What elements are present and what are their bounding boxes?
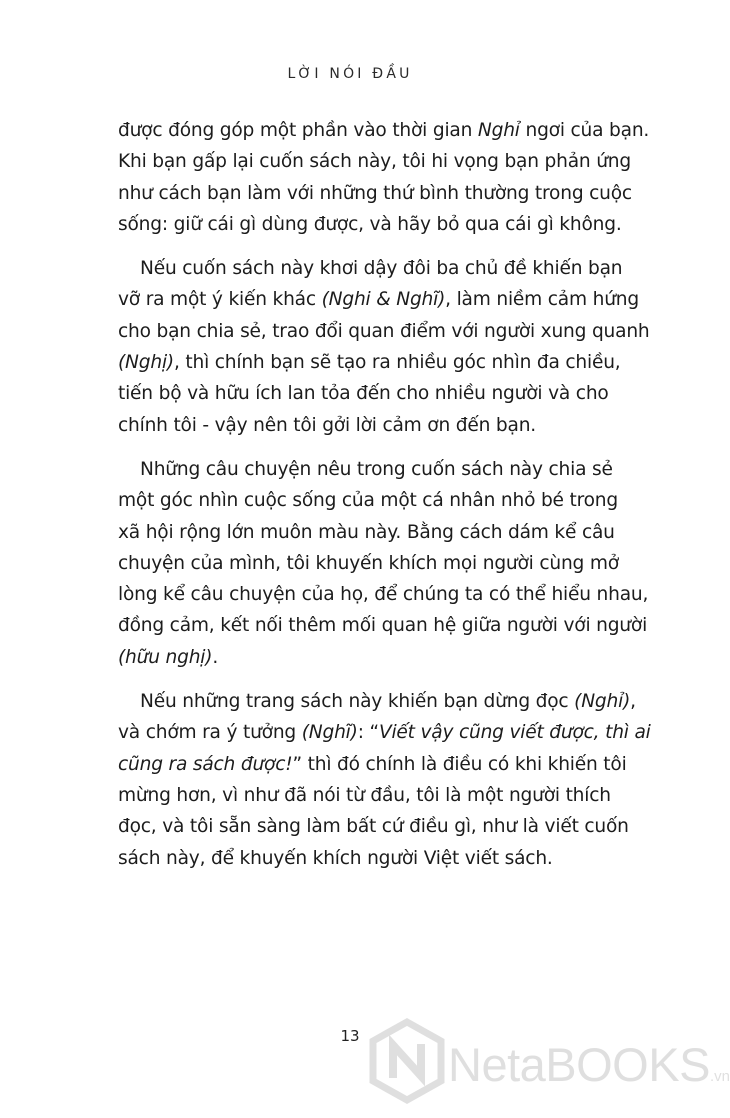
text-run: mừng hơn, vì như đã nói từ đầu, tôi là một người thích <box>118 784 611 806</box>
text-run: đọc, và tôi sẵn sàng làm bất cứ điều gì, như là viết cuốn <box>118 816 629 838</box>
italic-text: (Nghị) <box>118 352 174 374</box>
text-run: ” thì đó chính là điều có khi khiến tôi <box>292 753 627 775</box>
text-line <box>118 811 629 842</box>
text-line <box>118 178 632 209</box>
text-run: ngơi của bạn. <box>519 120 650 141</box>
text-run: Nếu những trang sách này khiến bạn dừng đọc <box>140 691 575 713</box>
text-line <box>118 485 618 516</box>
text-line <box>118 610 648 641</box>
running-header: LỜI NÓI ĐẦU <box>287 66 413 82</box>
text-line <box>118 253 623 284</box>
text-run: Những câu chuyện nêu trong cuốn sách này chia sẻ <box>140 458 613 480</box>
text-run: và chớm ra ý tưởng <box>118 722 302 744</box>
text-run: : “ <box>357 722 379 744</box>
text-run: Khi bạn gấp lại cuốn sách này, tôi hi vọng bạn phản ứng <box>118 151 631 173</box>
paragraph <box>118 686 651 874</box>
text-run: đồng cảm, kết nối thêm mối quan hệ giữa người với người <box>118 615 648 637</box>
italic-text: Nghỉ <box>477 120 520 141</box>
text-line <box>118 517 615 548</box>
text-run: . <box>212 646 219 668</box>
text-line <box>118 209 622 240</box>
text-line <box>118 548 619 579</box>
text-run: vỡ ra một ý kiến khác <box>118 289 322 311</box>
text-line <box>118 284 639 315</box>
text-run: chuyện của mình, tôi khuyến khích mọi người cùng mở <box>118 552 619 574</box>
text-line <box>118 347 621 378</box>
text-run: , <box>630 691 636 713</box>
text-line <box>118 378 609 409</box>
italic-text: (hữu nghị) <box>118 646 213 668</box>
italic-text: (Nghi & Nghĩ) <box>321 289 446 311</box>
watermark-text: NetaBOOKS.vn <box>448 1038 730 1091</box>
text-line <box>118 717 651 748</box>
text-run: Nếu cuốn sách này khơi dậy đôi ba chủ đề khiến bạn <box>140 258 623 280</box>
paragraph <box>118 253 650 441</box>
text-line <box>118 454 613 485</box>
text-run: , làm niềm cảm hứng <box>445 289 639 311</box>
italic-text: Viết vậy cũng viết được, thì ai <box>378 722 651 744</box>
text-line <box>118 780 611 811</box>
text-line <box>118 642 596 673</box>
text-line <box>118 410 596 441</box>
text-line <box>118 749 627 780</box>
text-run: lòng kể câu chuyện của họ, để chúng ta có thể hiểu nhau, <box>118 584 649 606</box>
italic-text: cũng ra sách được! <box>118 753 293 775</box>
text-line <box>118 579 649 610</box>
text-run: , thì chính bạn sẽ tạo ra nhiều góc nhìn đa chiều, <box>173 352 621 374</box>
text-line <box>118 115 650 146</box>
body-text <box>118 115 651 887</box>
paragraph <box>118 115 650 240</box>
text-line <box>118 146 631 177</box>
text-line <box>118 316 650 347</box>
netabooks-logo-icon <box>368 1018 446 1104</box>
text-run: tiến bộ và hữu ích lan tỏa đến cho nhiều người và cho <box>118 383 609 405</box>
page-number: 13 <box>340 1027 360 1045</box>
italic-text: (Nghĩ) <box>301 722 358 744</box>
text-line <box>118 843 596 874</box>
text-run: được đóng góp một phần vào thời gian <box>118 120 478 141</box>
text-run: chính tôi - vậy nên tôi gởi lời cảm ơn đến bạn. <box>118 414 537 436</box>
text-line <box>118 686 636 717</box>
italic-text: (Nghỉ) <box>574 691 631 713</box>
paragraph <box>118 454 649 673</box>
text-run: sách này, để khuyến khích người Việt viết sách. <box>118 847 553 869</box>
text-run: sống: giữ cái gì dùng được, và hãy bỏ qua cái gì không. <box>118 213 622 235</box>
text-run: cho bạn chia sẻ, trao đổi quan điểm với người xung quanh <box>118 320 650 342</box>
publisher-watermark <box>368 1018 730 1108</box>
text-run: như cách bạn làm với những thứ bình thường trong cuộc <box>118 182 632 204</box>
text-run: một góc nhìn cuộc sống của một cá nhân nhỏ bé trong <box>118 490 618 512</box>
text-run: xã hội rộng lớn muôn màu này. Bằng cách dám kể câu <box>118 521 615 543</box>
